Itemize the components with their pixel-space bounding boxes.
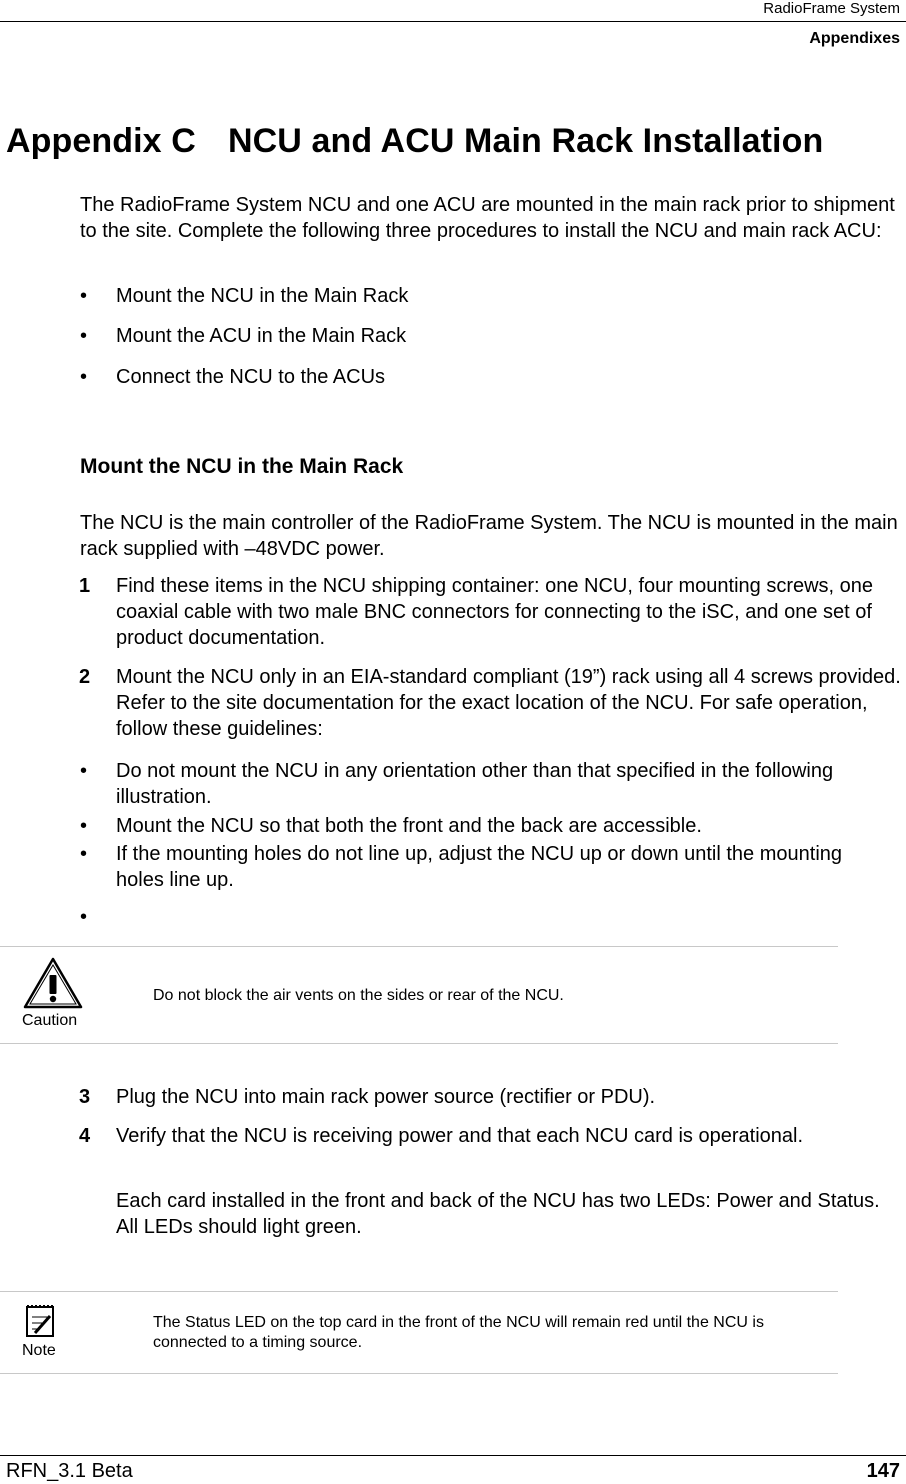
- list-item: • Mount the ACU in the Main Rack: [80, 325, 407, 347]
- caution-rule-bottom: [0, 1043, 838, 1044]
- caution-rule-top: [0, 946, 838, 947]
- list-item: • Connect the NCU to the ACUs: [80, 366, 386, 388]
- page-number: 147: [866, 1460, 900, 1482]
- caution-triangle-icon: [22, 956, 84, 1015]
- footer-doc-id: RFN_3.1 Beta: [6, 1460, 133, 1482]
- appendix-label: Appendix C: [6, 122, 196, 160]
- step-number: 4: [79, 1125, 91, 1147]
- step-detail: Each card installed in the front and back of the NCU has two LEDs: Power and Status. All LEDs should light green.: [116, 1190, 880, 1238]
- appendix-title: NCU and ACU Main Rack Installation: [228, 122, 824, 160]
- step-number: 3: [79, 1086, 91, 1108]
- step-item: [79, 664, 901, 742]
- bullet: •: [80, 325, 88, 347]
- step-text: Plug the NCU into main rack power source (rectifier or PDU).: [116, 1086, 656, 1108]
- step-text: Verify that the NCU is receiving power and that each NCU card is operational.: [116, 1125, 804, 1147]
- note-label: Note: [22, 1342, 56, 1359]
- header-rule: [0, 21, 906, 22]
- bullet: •: [80, 285, 88, 307]
- bullet: •: [80, 906, 88, 928]
- note-rule-bottom: [0, 1373, 838, 1374]
- bullet: •: [80, 843, 88, 865]
- caution-label: Caution: [22, 1012, 78, 1029]
- list-item: • Do not mount the NCU in any orientation other than that specified in the following illustration.: [80, 760, 834, 808]
- bullet: •: [80, 366, 88, 388]
- note-rule-top: [0, 1291, 838, 1292]
- header-doc-title: RadioFrame System: [763, 0, 900, 17]
- step-number: 1: [79, 575, 91, 597]
- step-text: Mount the NCU only in an EIA-standard compliant (19”) rack using all 4 screws provided. Refer to the site documentation for the exact location of the NCU. For safe operation, follow these guidelines:: [116, 666, 901, 740]
- note-pad-icon: [25, 1302, 55, 1343]
- step-item: [79, 573, 876, 651]
- list-item: • Mount the NCU in the Main Rack: [80, 285, 409, 307]
- intro-paragraph: The RadioFrame System NCU and one ACU are mounted in the main rack prior to shipment to the site. Complete the following three procedures to install the NCU and main rack ACU:: [80, 194, 895, 242]
- caution-text: Do not block the air vents on the sides or rear of the NCU.: [153, 987, 564, 1004]
- section-heading: Mount the NCU in the Main Rack: [80, 455, 404, 478]
- note-text: The Status LED on the top card in the front of the NCU will remain red until the NCU is connected to a timing source.: [153, 1314, 764, 1351]
- bullet: •: [80, 760, 88, 782]
- footer-rule: [0, 1455, 906, 1456]
- bullet: •: [80, 815, 88, 837]
- list-item: • Mount the NCU so that both the front and the back are accessible.: [80, 815, 702, 837]
- list-item: • If the mounting holes do not line up, adjust the NCU up or down until the mounting holes line up.: [80, 843, 843, 891]
- header-section: Appendixes: [809, 30, 900, 47]
- page-title: [6, 122, 823, 161]
- step-item: [79, 1123, 816, 1149]
- step-text: Find these items in the NCU shipping container: one NCU, four mounting screws, one coaxial cable with two male BNC connectors for connecting to the iSC, and one set of product documentation.: [116, 575, 874, 649]
- section-intro: The NCU is the main controller of the RadioFrame System. The NCU is mounted in the main rack supplied with –48VDC power.: [80, 512, 898, 560]
- step-item: [79, 1084, 876, 1110]
- step-number: 2: [79, 666, 91, 688]
